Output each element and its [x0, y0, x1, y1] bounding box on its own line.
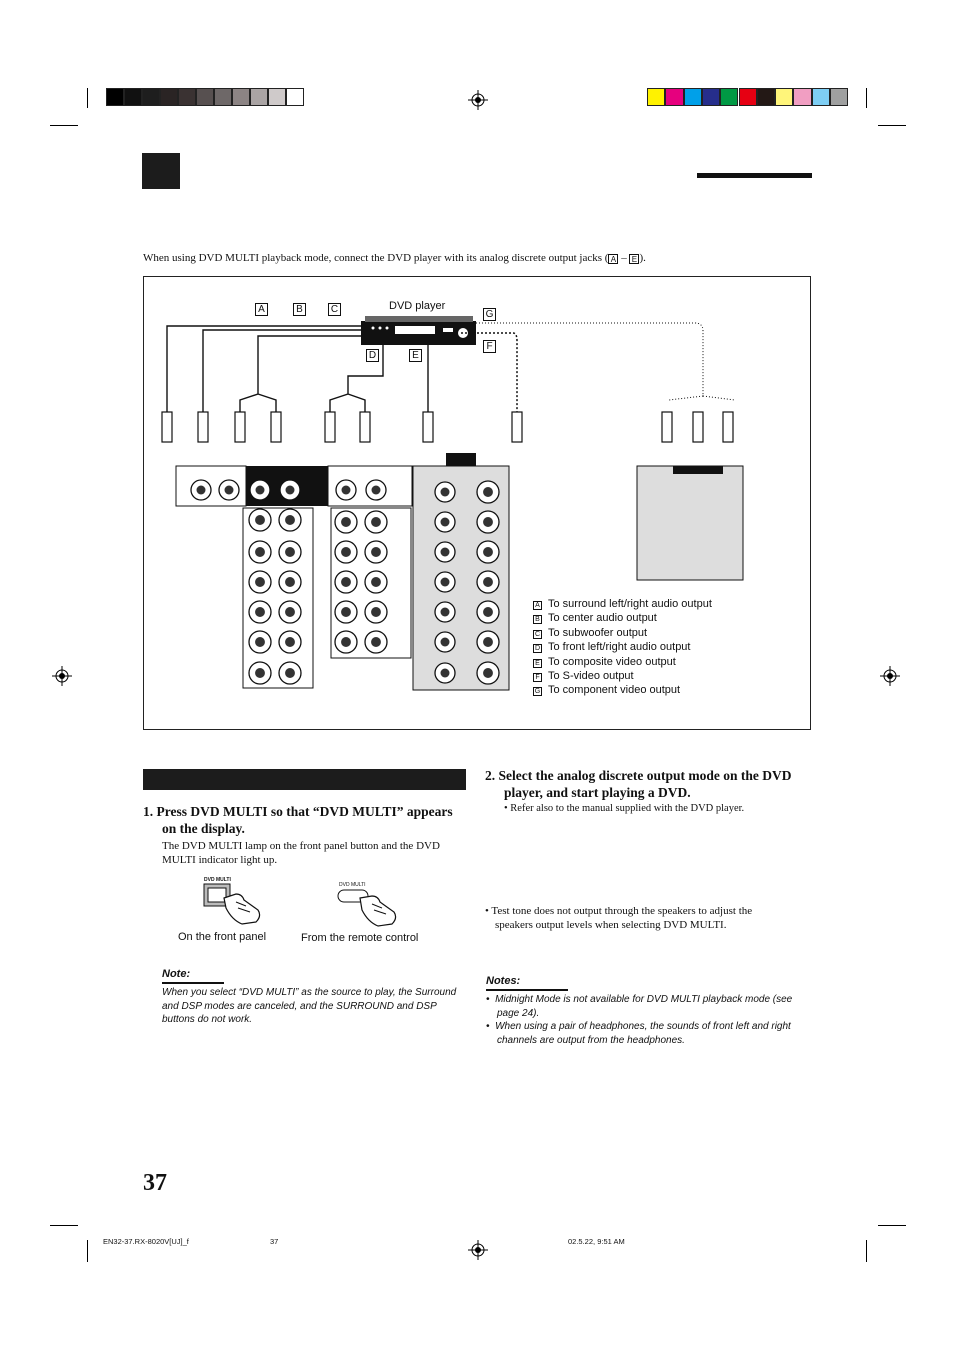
step2-heading: 2. Select the analog discrete output mode on the DVD player, and start playing a DVD. [485, 768, 792, 800]
rca-jack-center [371, 577, 381, 587]
marker-e: E [409, 349, 422, 362]
rca-jack-center [483, 607, 493, 617]
front-panel-caption: On the front panel [178, 931, 267, 943]
step2-bullet: • Refer also to the manual supplied with the DVD player. [504, 803, 745, 814]
color-swatch [793, 88, 811, 106]
legend-item: B To center audio output [533, 611, 712, 625]
rca-jack-center [285, 547, 295, 557]
intro-text: When using DVD MULTI playback mode, connect the DVD player with its analog discrete output jacks ( A – E ). [143, 252, 646, 264]
note-title: Note: [162, 968, 191, 980]
rca-jack-center [255, 668, 265, 678]
legend-item: G To component video output [534, 684, 681, 697]
color-swatch [684, 88, 702, 106]
rca-jack-center [342, 486, 351, 495]
rca-jack-center [341, 607, 351, 617]
note-text: When you select “DVD MULTI” as the source to play, the Surround and DSP modes are canceled, and the SURROUND and DSP buttons do not work. [162, 987, 457, 1025]
legend-item: F To S-video output [533, 669, 712, 683]
rca-jack-center [371, 517, 381, 527]
registration-target-right [880, 666, 900, 686]
color-swatch [665, 88, 683, 106]
rca-jack-center [371, 547, 381, 557]
color-swatch [106, 88, 124, 106]
rca-jack-center [285, 607, 295, 617]
legend-item: A To surround left/right audio output [533, 597, 712, 611]
notes-list [486, 993, 808, 1047]
registration-target-top [468, 90, 488, 110]
registration-target-bottom [468, 1240, 488, 1260]
rca-jack-center [225, 486, 234, 495]
front-panel-hand-icon [202, 882, 264, 926]
marker-d: D [366, 349, 379, 362]
rca-jack-center [285, 515, 295, 525]
marker-c: C [328, 303, 341, 316]
remote-button-label: DVD MULTI [339, 882, 366, 888]
rca-jack-center [441, 669, 450, 678]
color-swatch [812, 88, 830, 106]
rca-jack-center [255, 637, 265, 647]
rca-jack-center [483, 517, 493, 527]
notes-item: • When using a pair of headphones, the sounds of front left and right channels are output from the headphones. [486, 1021, 791, 1046]
rca-jack-center [341, 517, 351, 527]
rca-jack-center [197, 486, 206, 495]
rca-jack-center [483, 668, 493, 678]
rca-jack-center [285, 668, 295, 678]
rca-jack-center [441, 638, 450, 647]
color-swatch [196, 88, 214, 106]
color-swatch [739, 88, 757, 106]
color-swatch [702, 88, 720, 106]
rca-jack-center [341, 547, 351, 557]
color-swatch [268, 88, 286, 106]
dvd-player-label: DVD player [389, 300, 446, 312]
front-button-label: DVD MULTI [204, 877, 231, 883]
step2-bullet-2: • Test tone does not output through the speakers to adjust the speakers output levels when selecting DVD MULTI. [485, 905, 753, 931]
marker-g: G [483, 308, 496, 321]
note-rule [162, 982, 224, 984]
step1-heading: 1. Press DVD MULTI so that “DVD MULTI” appears on the display. [143, 804, 453, 836]
rca-jack-center [483, 487, 493, 497]
rca-jack-center [371, 637, 381, 647]
section-bar [143, 769, 466, 790]
rca-jack-center [256, 486, 265, 495]
notes-rule [486, 989, 568, 991]
remote-control-hand-icon [336, 888, 398, 932]
rca-jack-center [441, 608, 450, 617]
rca-jack-center [441, 518, 450, 527]
legend-item: D To front left/right audio output [534, 641, 691, 654]
color-swatch [124, 88, 142, 106]
color-swatch [720, 88, 738, 106]
section-tab-block [142, 153, 180, 189]
page-number: 37 [143, 1170, 167, 1196]
notes-item: • Midnight Mode is not available for DVD MULTI playback mode (see page 24). [486, 994, 793, 1019]
color-swatch [160, 88, 178, 106]
rca-jack-center [441, 578, 450, 587]
color-swatch [647, 88, 665, 106]
rca-jack-center [255, 577, 265, 587]
color-swatch [757, 88, 775, 106]
rca-jack-center [483, 637, 493, 647]
rca-jack-center [441, 548, 450, 557]
rca-jack-center [371, 607, 381, 617]
marker-b: B [293, 303, 306, 316]
color-swatch [775, 88, 793, 106]
color-swatch [178, 88, 196, 106]
rca-jack-center [483, 577, 493, 587]
color-swatch [142, 88, 160, 106]
footer-date: 02.5.22, 9:51 AM [568, 1237, 625, 1246]
legend-item: C To subwoofer output [534, 626, 648, 639]
header-rule [697, 173, 812, 178]
diagram-legend [533, 597, 712, 698]
rca-jack-center [341, 577, 351, 587]
color-swatch [250, 88, 268, 106]
rca-jack-center [255, 547, 265, 557]
remote-control-caption: From the remote control [301, 932, 419, 944]
color-swatch [232, 88, 250, 106]
rca-jack-center [285, 637, 295, 647]
rca-jack-center [372, 486, 381, 495]
rca-jack-center [255, 515, 265, 525]
color-swatch [286, 88, 304, 106]
notes-title: Notes: [486, 975, 521, 987]
legend-item: E To composite video output [533, 655, 712, 669]
rca-jack-center [441, 488, 450, 497]
registration-target-left [52, 666, 72, 686]
step1-body: The DVD MULTI lamp on the front panel button and the DVD MULTI indicator light up. [162, 840, 440, 866]
rca-jack-center [341, 637, 351, 647]
marker-f: F [483, 340, 496, 353]
color-swatch [830, 88, 848, 106]
rca-jack-center [285, 577, 295, 587]
dvd-player-icon [361, 316, 476, 345]
marker-a: A [255, 303, 268, 316]
color-swatch [214, 88, 232, 106]
footer-page: 37 [270, 1237, 279, 1246]
rca-jack-center [483, 547, 493, 557]
rca-jack-center [286, 486, 295, 495]
rca-jack-center [255, 607, 265, 617]
footer-file: EN32-37.RX-8020V[UJ]_f [103, 1237, 189, 1246]
